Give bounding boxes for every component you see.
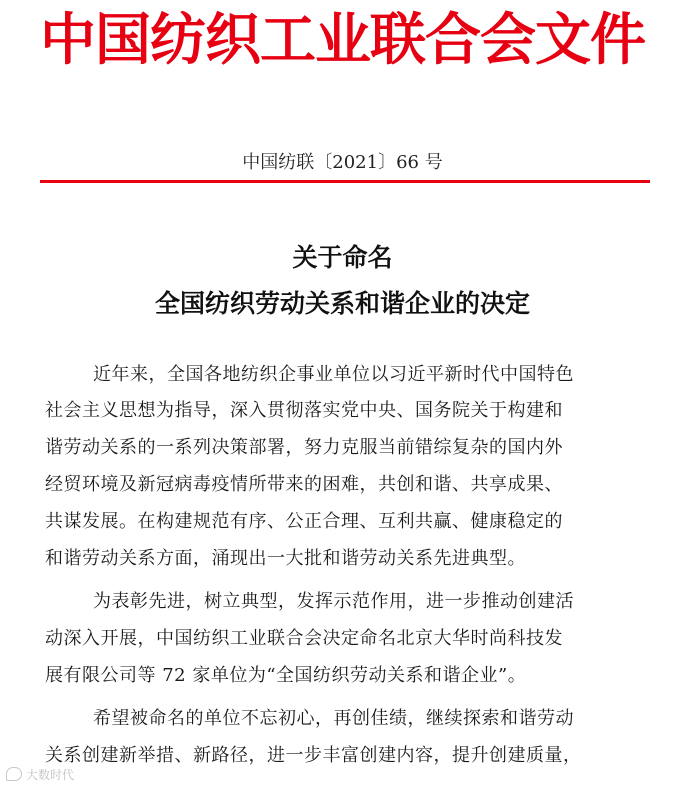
paragraph-3-line-2: 关系创建新举措、新路径，进一步丰富创建内容，提升创建质量， [45, 745, 582, 766]
document-header-title: 中国纺织工业联合会文件 [40, 8, 645, 73]
chat-bubble-icon [6, 767, 22, 781]
paragraph-1-line-6: 和谐劳动关系方面，涌现出一大批和谐劳动关系先进典型。 [45, 548, 526, 569]
document-number: 中国纺联〔2021〕66 号 [242, 152, 443, 173]
watermark-text: 大数时代 [26, 767, 75, 782]
paragraph-1-line-1: 近年来，全国各地纺织企事业单位以习近平新时代中国特色 [93, 364, 574, 385]
paragraph-2-line-2: 动深入开展，中国纺织工业联合会决定命名北京大华时尚科技发 [45, 628, 563, 649]
paragraph-1-line-3: 谐劳动关系的一系列决策部署，努力克服当前错综复杂的国内外 [45, 437, 563, 458]
paragraph-1-line-5: 共谋发展。在构建规范有序、公正合理、互利共赢、健康稳定的 [45, 511, 563, 532]
paragraph-1-line-2: 社会主义思想为指导，深入贯彻落实党中央、国务院关于构建和 [45, 400, 563, 421]
paragraph-3-line-1: 希望被命名的单位不忘初心，再创佳绩，继续探索和谐劳动 [93, 708, 574, 729]
watermark [6, 764, 74, 784]
document-title-line-1: 关于命名 [292, 243, 393, 272]
paragraph-2-line-3: 展有限公司等 72 家单位为“全国纺织劳动关系和谐企业”。 [45, 665, 527, 686]
paragraph-1-line-4: 经贸环境及新冠病毒疫情所带来的困难，共创和谐、共享成果、 [45, 474, 563, 495]
document-title-line-2: 全国纺织劳动关系和谐企业的决定 [154, 289, 530, 318]
paragraph-2-line-1: 为表彰先进，树立典型，发挥示范作用，进一步推动创建活 [93, 591, 574, 612]
red-divider [40, 180, 650, 183]
